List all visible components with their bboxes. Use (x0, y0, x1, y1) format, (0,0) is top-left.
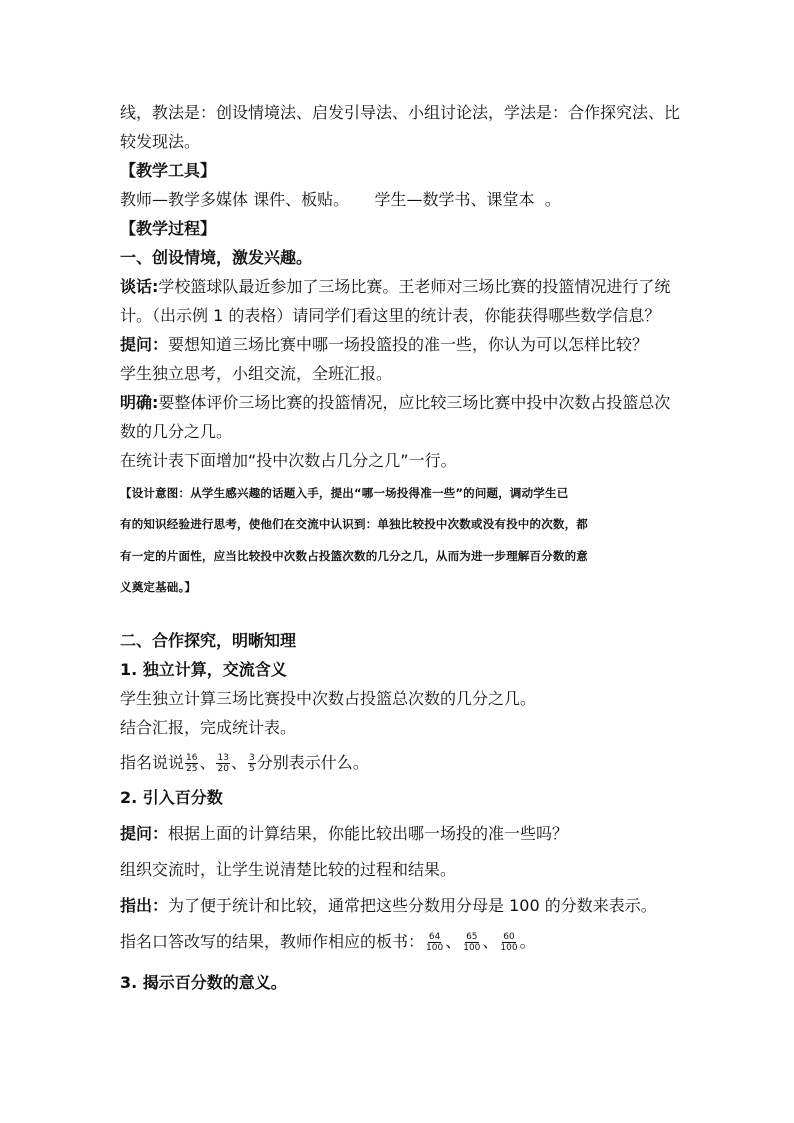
heading-section-2: 二、合作探究，明晰知理 (120, 631, 297, 650)
design-note-line-1: 【设计意图：从学生感兴趣的话题入手，提出“哪一场投得准一些”的问题，调动学生已 (120, 486, 569, 500)
paragraph-methods: 线，教法是：创设情境法、启发引导法、小组讨论法，学法是：合作探究法、比 (120, 103, 681, 122)
paragraph-talk-cont: 计。（出示例 1 的表格）请同学们看这里的统计表，你能获得哪些数学信息？ (120, 306, 661, 325)
paragraph-think: 学生独立思考，小组交流，全班汇报。 (120, 364, 393, 383)
text-board: 指名口答改写的结果，教师作相应的板书： (120, 932, 425, 951)
fraction-65-100: $\frac{65}{100}$ (463, 932, 481, 953)
heading-sub-3: 3. 揭示百分数的意义。 (120, 973, 287, 992)
paragraph-combine: 结合汇报，完成统计表。 (120, 718, 297, 737)
paragraph-question (120, 334, 648, 356)
heading-sub-1: 1. 独立计算，交流含义 (120, 660, 287, 679)
paragraph-question-2 (120, 823, 568, 845)
heading-sub-2: 2. 引入百分数 (120, 788, 223, 807)
label-point-out: 指出： (120, 896, 169, 915)
text-talk: 学校篮球队最近参加了三场比赛。王老师对三场比赛的投篮情况进行了统 (158, 277, 671, 296)
paragraph-tools: 教师—教学多媒体 课件、板贴。 学生—数学书、课堂本 。 (120, 190, 561, 209)
label-question: 提问： (120, 335, 169, 354)
heading-section-1: 一、创设情境，激发兴趣。 (120, 248, 313, 267)
paragraph-talk (120, 276, 670, 298)
label-clarify: 明确: (120, 393, 159, 412)
fraction-3-5: $\frac{3}{5}$ (248, 753, 255, 774)
paragraph-clarify (120, 392, 670, 414)
paragraph-organize: 组织交流时，让学生说清楚比较的过程和结果。 (120, 860, 457, 879)
text-clarify: 要整体评价三场比赛的投篮情况，应比较三场比赛中投中次数占投篮总次 (158, 393, 671, 412)
paragraph-calc: 学生独立计算三场比赛投中次数占投篮总次数的几分之几。 (120, 689, 537, 708)
label-question-2: 提问： (120, 824, 169, 843)
text-point-out: 为了便于统计和比较，通常把这些分数用分母是 100 的分数来表示。 (168, 896, 657, 915)
design-note-line-2: 有的知识经验进行思考，使他们在交流中认识到：单独比较投中次数或没有投中的次数，都 (120, 517, 588, 531)
design-note-line-4: 义奠定基础。】 (120, 580, 197, 594)
fraction-13-20: $\frac{13}{20}$ (217, 753, 229, 774)
paragraph-clarify-cont: 数的几分之几。 (120, 422, 233, 441)
heading-teaching-tools: 【教学工具】 (120, 161, 217, 180)
design-note-line-3: 有一定的片面性，应当比较投中次数占投篮次数的几分之几，从而为进一步理解百分数的意 (120, 549, 588, 563)
paragraph-name-say: 指名说说 $\frac{16}{25}$ 、 $\frac{13}{20}$ 、 $\frac{3}{5}$ 分别表示什么。 (120, 753, 369, 774)
paragraph-point-out (120, 895, 657, 917)
fraction-60-100: $\frac{60}{100}$ (500, 932, 518, 953)
label-talk: 谈话: (120, 277, 159, 296)
text-question-2: 根据上面的计算结果，你能比较出哪一场投的准一些吗？ (168, 824, 569, 843)
text-name-say: 指名说说 (120, 753, 185, 772)
text-question: 要想知道三场比赛中哪一场投篮投的准一些，你认为可以怎样比较？ (168, 335, 649, 354)
paragraph-board: 指名口答改写的结果，教师作相应的板书： $\frac{64}{100}$ 、 $\frac{65}{100}$ 、 $\frac{60}{100}$ 。 (120, 932, 536, 953)
fraction-64-100: $\frac{64}{100}$ (426, 932, 444, 953)
paragraph-add-row: 在统计表下面增加“投中次数占几分之几”一行。 (120, 451, 457, 470)
paragraph-methods-cont: 较发现法。 (120, 132, 201, 151)
fraction-16-25: $\frac{16}{25}$ (186, 753, 198, 774)
heading-teaching-process: 【教学过程】 (120, 219, 217, 238)
